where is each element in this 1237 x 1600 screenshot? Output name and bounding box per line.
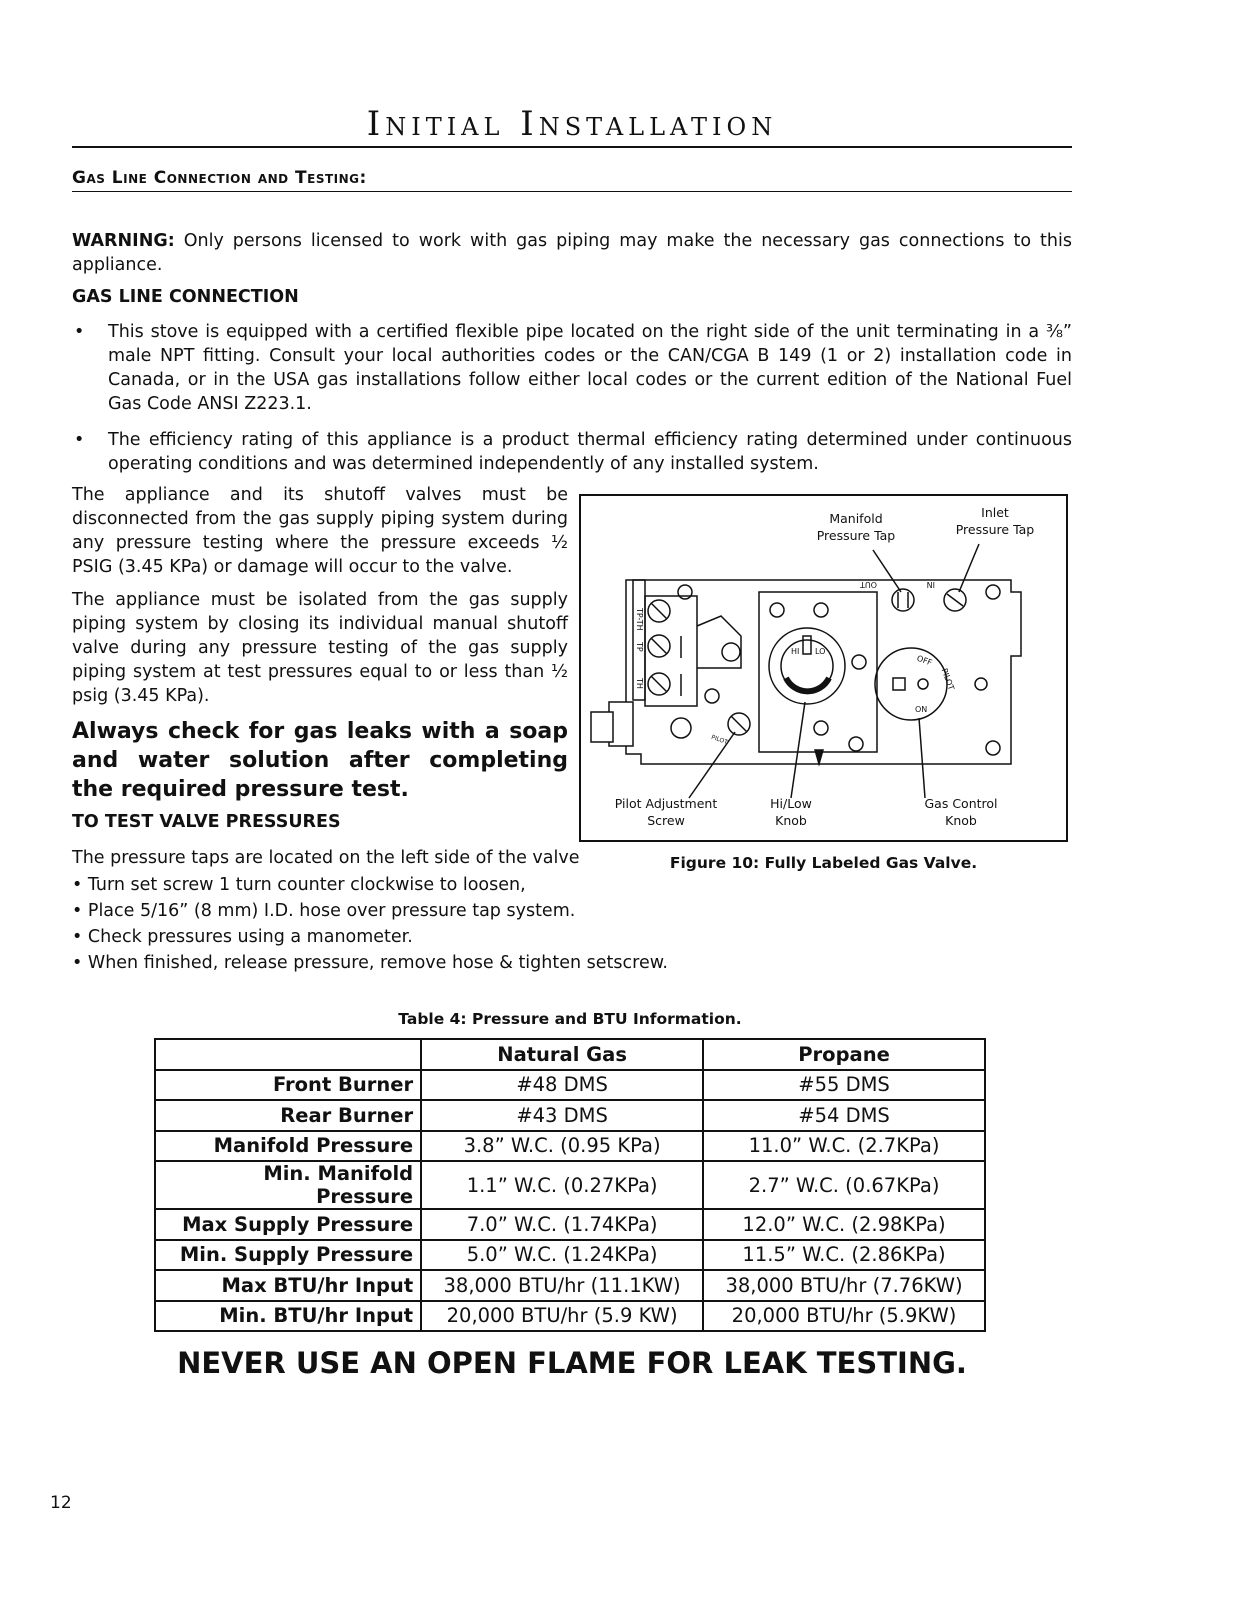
table-cell: #48 DMS [421, 1070, 703, 1101]
table-cell: 38,000 BTU/hr (11.1KW) [421, 1270, 703, 1301]
table-row [155, 1100, 985, 1131]
bullet-icon: • [74, 430, 85, 450]
hi-low-knob-label: Hi/Low Knob [770, 796, 812, 828]
table-row [155, 1270, 985, 1301]
pilot-label: PILOT [939, 667, 956, 692]
table-header [155, 1039, 421, 1070]
isolate-paragraph: The appliance must be isolated from the gas supply piping system by closing its individual manual shutoff valve during any pressure testing of the gas supply piping system at test pressures equal to or less than ½ psig (3.45 KPa). [72, 590, 568, 706]
row-label: Rear Burner [155, 1100, 421, 1131]
list-item: • Turn set screw 1 turn counter clockwise to loosen, [72, 875, 526, 895]
lo-label: LO [815, 647, 826, 656]
list-item: • When finished, release pressure, remove hose & tighten setscrew. [72, 953, 668, 973]
pilot-small-label: PILOT [710, 733, 729, 747]
table-header: Natural Gas [421, 1039, 703, 1070]
table-cell: 11.0” W.C. (2.7KPa) [703, 1131, 985, 1162]
table-row [155, 1209, 985, 1240]
title-rule [72, 146, 1072, 148]
table-row [155, 1070, 985, 1101]
warning-label: WARNING: [72, 231, 175, 251]
inlet-tap-label: Inlet Pressure Tap [955, 505, 1035, 537]
table-cell: 1.1” W.C. (0.27KPa) [421, 1161, 703, 1209]
row-label: Manifold Pressure [155, 1131, 421, 1162]
table-cell: #43 DMS [421, 1100, 703, 1131]
gas-line-bullets [72, 320, 1072, 488]
table-body [155, 1070, 985, 1332]
table-cell: 2.7” W.C. (0.67KPa) [703, 1161, 985, 1209]
gas-valve-diagram [581, 496, 1066, 840]
disconnect-paragraph: The appliance and its shutoff valves must be disconnected from the gas supply piping system during any pressure testing where the pressure exceeds ½ PSIG (3.45 KPa) or damage will occur to the valve. [72, 485, 568, 577]
row-label: Min. Manifold Pressure [155, 1161, 421, 1209]
row-label: Max Supply Pressure [155, 1209, 421, 1240]
row-label: Min. BTU/hr Input [155, 1301, 421, 1332]
list-item: • Place 5/16” (8 mm) I.D. hose over pressure tap system. [72, 901, 576, 921]
th-label: TH [635, 678, 644, 689]
section-heading: Gas Line Connection and Testing: [72, 168, 367, 188]
list-item: • Check pressures using a manometer. [72, 927, 413, 947]
never-open-flame-warning: NEVER USE AN OPEN FLAME FOR LEAK TESTING. [177, 1346, 967, 1380]
row-label: Front Burner [155, 1070, 421, 1101]
pressure-btu-table [154, 1038, 986, 1332]
hi-label: HI [791, 647, 800, 656]
out-label: OUT [859, 580, 877, 589]
in-label: IN [926, 580, 935, 589]
gas-control-knob-label: Gas Control Knob [924, 796, 998, 828]
table-cell: 7.0” W.C. (1.74KPa) [421, 1209, 703, 1240]
table-cell: 3.8” W.C. (0.95 KPa) [421, 1131, 703, 1162]
table-cell: #55 DMS [703, 1070, 985, 1101]
table-row [155, 1131, 985, 1162]
warning-paragraph [72, 229, 1072, 277]
tp-th-label: TP-TH [635, 608, 644, 631]
table-cell: 11.5” W.C. (2.86KPa) [703, 1240, 985, 1271]
list-item [72, 428, 1072, 476]
test-valve-intro: The pressure taps are located on the left side of the valve [72, 848, 580, 868]
manifold-tap-label: Manifold Pressure Tap [816, 511, 896, 543]
table-header: Propane [703, 1039, 985, 1070]
page-number: 12 [50, 1493, 72, 1513]
table-cell: 12.0” W.C. (2.98KPa) [703, 1209, 985, 1240]
warning-text: Only persons licensed to work with gas piping may make the necessary gas connections to this appliance. [72, 231, 1072, 275]
on-label: ON [915, 705, 928, 714]
table-cell: 20,000 BTU/hr (5.9KW) [703, 1301, 985, 1332]
tp-label: TP [635, 642, 644, 652]
bullet-text: The efficiency rating of this appliance is a product thermal efficiency rating determined under continuous operating conditions and was determined independently of any installed system. [108, 430, 1072, 474]
test-steps [72, 872, 668, 976]
test-valve-heading: TO TEST VALVE PRESSURES [72, 812, 341, 832]
leak-check-notice: Always check for gas leaks with a soap and water solution after completing the required pressure test. [72, 719, 568, 802]
figure-caption: Figure 10: Fully Labeled Gas Valve. [669, 854, 978, 872]
off-label: OFF [915, 653, 934, 668]
gas-valve-figure [579, 494, 1068, 842]
bullet-icon: • [74, 322, 85, 342]
list-item [72, 320, 1072, 416]
table-header-row [155, 1039, 985, 1070]
pilot-adjustment-label: Pilot Adjustment Screw [614, 796, 718, 828]
bullet-text: This stove is equipped with a certified flexible pipe located on the right side of the unit terminating in a ⅜” male NPT fitting. Consult your local authorities codes or the CAN/CGA B 149 (1 or 2) installation code in Canada, or in the USA gas installations follow either local codes or the current edition of the National Fuel Gas Code ANSI Z223.1. [108, 322, 1072, 414]
gas-line-heading: GAS LINE CONNECTION [72, 287, 299, 307]
table-caption: Table 4: Pressure and BTU Information. [398, 1010, 742, 1028]
table-cell: 38,000 BTU/hr (7.76KW) [703, 1270, 985, 1301]
table-cell: #54 DMS [703, 1100, 985, 1131]
table-row [155, 1240, 985, 1271]
table-row [155, 1161, 985, 1209]
row-label: Min. Supply Pressure [155, 1240, 421, 1271]
page-title: Initial Installation [366, 104, 778, 144]
table-cell: 5.0” W.C. (1.24KPa) [421, 1240, 703, 1271]
row-label: Max BTU/hr Input [155, 1270, 421, 1301]
section-rule [72, 191, 1072, 192]
table-row [155, 1301, 985, 1332]
table-cell: 20,000 BTU/hr (5.9 KW) [421, 1301, 703, 1332]
